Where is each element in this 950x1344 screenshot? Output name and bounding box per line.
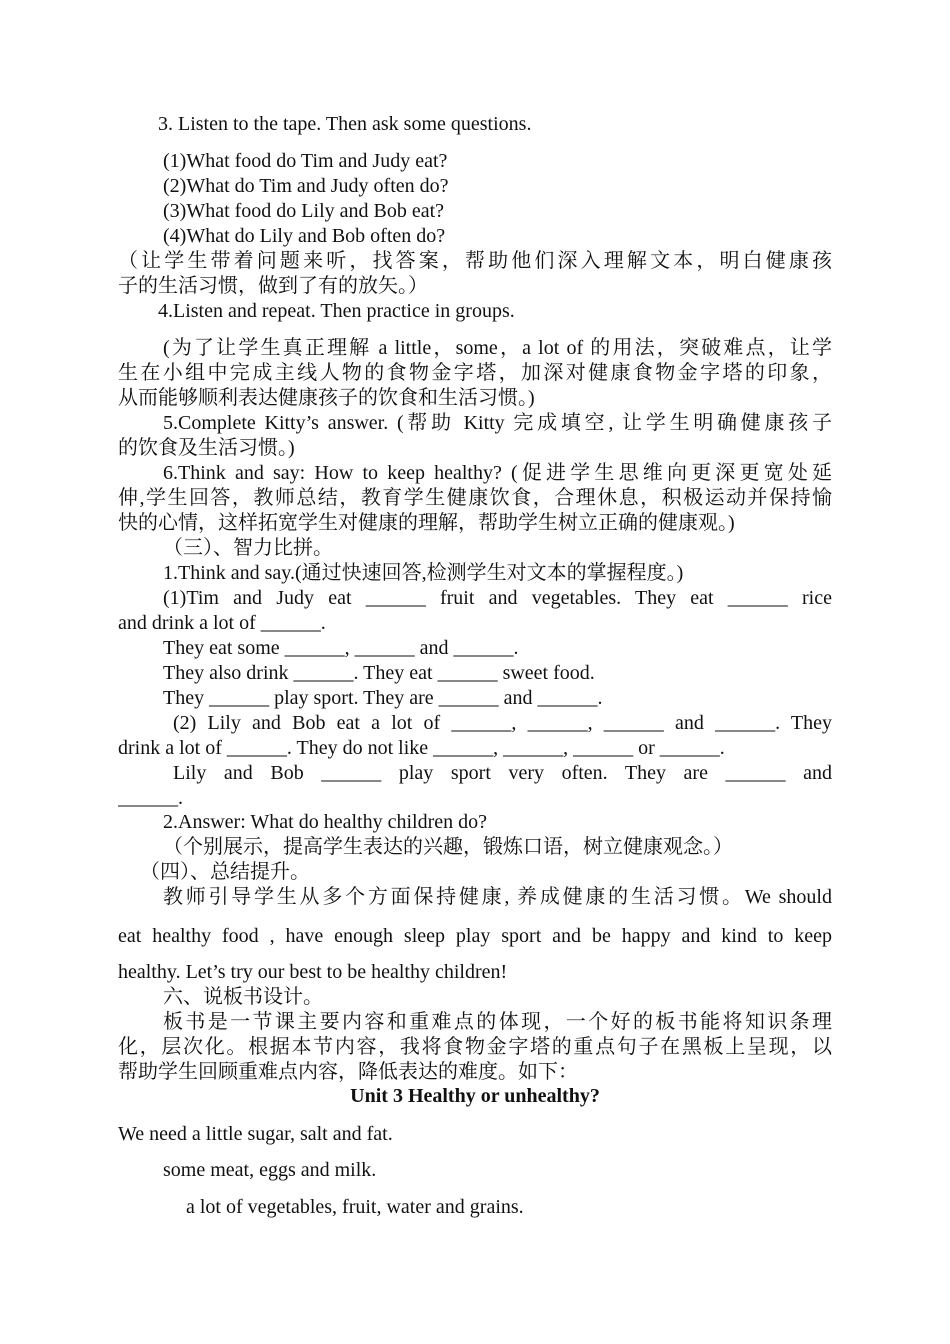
exercise-line: They eat some ______, ______ and ______. — [163, 637, 519, 659]
exercise-line: They ______ play sport. They are ______ and ______. — [163, 687, 603, 709]
exercise-line: (1)Tim and Judy eat ______ fruit and vegetables. They eat ______ rice — [163, 587, 832, 609]
exercise-heading: 2.Answer: What do healthy children do? — [163, 811, 487, 833]
body-line: 板书是一节课主要内容和重难点的体现，一个好的板书能将知识条理 — [163, 1011, 832, 1033]
note-line: （让学生带着问题来听，找答案，帮助他们深入理解文本，明白健康孩 — [118, 250, 832, 272]
board-line: We need a little sugar, salt and fat. — [118, 1123, 393, 1145]
note-line: （个别展示，提高学生表达的兴趣，锻炼口语，树立健康观念。） — [163, 836, 733, 858]
exercise-heading: 1.Think and say.(通过快速回答,检测学生对文本的掌握程度。) — [163, 562, 684, 584]
section-heading: （四）、总结提升。 — [140, 861, 310, 883]
body-line: 化，层次化。根据本节内容，我将食物金字塔的重点句子在黑板上呈现，以 — [118, 1036, 832, 1058]
board-line: a lot of vegetables, fruit, water and grains. — [186, 1196, 524, 1218]
note-line: 子的生活习惯，做到了有的放矢。） — [118, 275, 428, 297]
question-3: (3)What food do Lily and Bob eat? — [163, 200, 445, 222]
question-1: (1)What food do Tim and Judy eat? — [163, 150, 448, 172]
body-line: 帮助学生回顾重难点内容，降低表达的难度。如下： — [118, 1061, 578, 1083]
step-3-heading: 3. Listen to the tape. Then ask some questions. — [158, 113, 532, 135]
question-2: (2)What do Tim and Judy often do? — [163, 175, 449, 197]
exercise-line: drink a lot of ______. They do not like ______, ______, ______ or ______. — [118, 737, 725, 759]
exercise-line: (2) Lily and Bob eat a lot of ______, ______, ______ and ______. They — [173, 712, 832, 734]
note-line: (为了让学生真正理解 a little，some，a lot of 的用法，突破难点，让学 — [163, 337, 832, 359]
exercise-line: Lily and Bob ______ play sport very often. They are ______ and — [173, 762, 832, 784]
note-line: 生在小组中完成主线人物的食物金字塔，加深对健康食物金字塔的印象， — [118, 362, 832, 384]
summary-line: eat healthy food , have enough sleep play sport and be happy and kind to keep — [118, 925, 832, 947]
exercise-line: ______. — [118, 787, 183, 809]
note-line: 伸,学生回答，教师总结，教育学生健康饮食，合理休息，积极运动并保持愉 — [118, 487, 832, 509]
question-4: (4)What do Lily and Bob often do? — [163, 225, 446, 247]
note-line: 的饮食及生活习惯。) — [118, 437, 295, 459]
section-heading: 六、说板书设计。 — [163, 986, 323, 1008]
exercise-line: They also drink ______. They eat ______ sweet food. — [163, 662, 595, 684]
note-line: 快的心情，这样拓宽学生对健康的理解，帮助学生树立正确的健康观。) — [118, 512, 735, 534]
board-line: some meat, eggs and milk. — [163, 1159, 377, 1181]
step-6-heading: 6.Think and say: How to keep healthy? (促进学生思维向更深更宽处延 — [163, 462, 832, 484]
step-5-heading: 5.Complete Kitty’s answer. (帮助 Kitty 完成填空, 让学生明确健康孩子 — [163, 412, 832, 434]
board-title: Unit 3 Healthy or unhealthy? — [350, 1085, 600, 1107]
step-4-heading: 4.Listen and repeat. Then practice in groups. — [158, 300, 515, 322]
section-heading: （三）、智力比拼。 — [163, 537, 333, 559]
note-line: 从而能够顺利表达健康孩子的饮食和生活习惯。) — [118, 387, 535, 409]
exercise-line: and drink a lot of ______. — [118, 612, 326, 634]
summary-line: healthy. Let’s try our best to be healthy children! — [118, 961, 508, 983]
summary-line: 教师引导学生从多个方面保持健康, 养成健康的生活习惯。We should — [163, 886, 832, 908]
